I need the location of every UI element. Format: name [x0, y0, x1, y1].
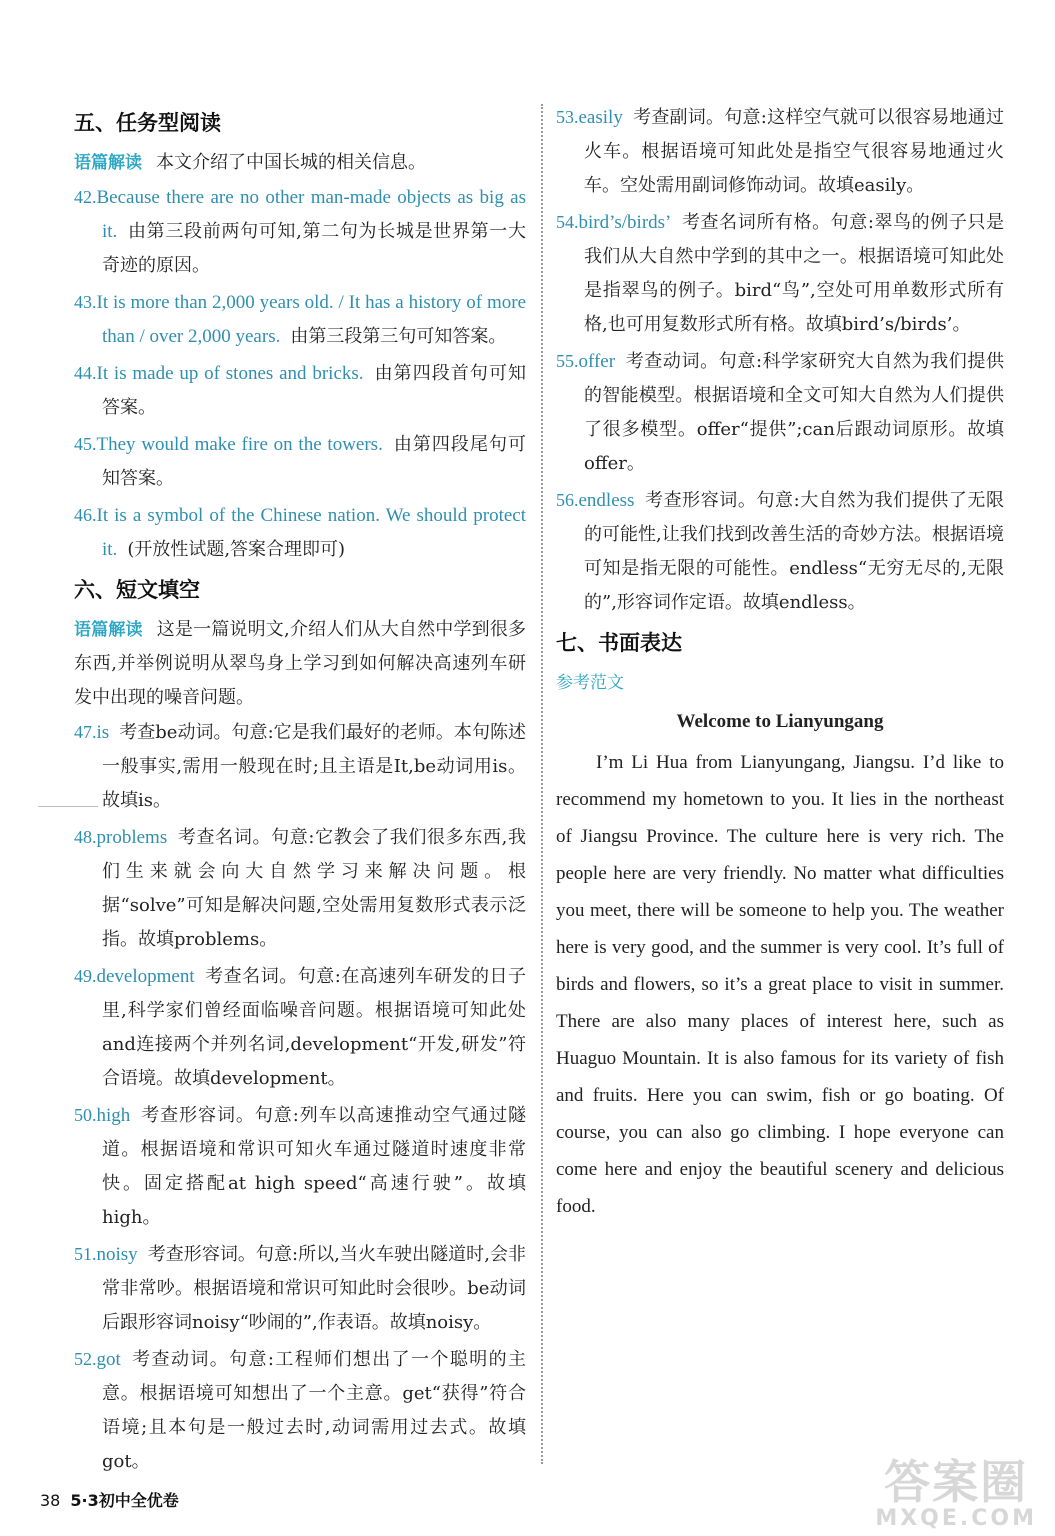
- item-explanation: (开放性试题,答案合理即可): [127, 539, 346, 560]
- item-answer: Because there are no other man-made objects as big as it.: [96, 187, 526, 242]
- item-explanation: 考查形容词。句意:大自然为我们提供了无限的可能性,让我们找到改善生活的奇妙方法。根据语境可知是指无限的可能性。endless“无穷无尽的,无限的”,形容词作定语。故填endless。: [584, 490, 1004, 613]
- item-explanation: 考查名词。句意:它教会了我们很多东西,我们生来就会向大自然学习来解决问题。根据“solve”可知是解决问题,空处需用复数形式表示泛指。故填problems。: [102, 827, 526, 950]
- item-number: 56.: [556, 490, 579, 510]
- answer-item: [556, 205, 1004, 342]
- reference-tag: 参考范文: [556, 673, 624, 693]
- analysis-text: 本文介绍了中国长城的相关信息。: [156, 152, 426, 173]
- page-footer: [40, 1488, 179, 1511]
- answer-item: [74, 427, 526, 496]
- analysis-6: [74, 613, 526, 715]
- answer-item: [74, 180, 526, 283]
- item-explanation: 考查名词所有格。句意:翠鸟的例子只是我们从大自然中学到的其中之一。根据语境可知此处是指翠鸟的例子。bird“鸟”,空处可用单数形式所有格,也可用复数形式所有格。故填bird’s/birds’。: [584, 212, 1004, 335]
- item-number: 46.: [74, 505, 97, 525]
- item-explanation: 由第四段尾句可知答案。: [102, 434, 527, 489]
- item-explanation: 由第三段前两句可知,第二句为长城是世界第一大奇迹的原因。: [102, 221, 526, 276]
- item-number: 47.: [74, 722, 97, 742]
- item-explanation: 考查副词。句意:这样空气就可以很容易地通过火车。根据语境可知此处是指空气很容易地通过火车。空处需用副词修饰动词。故填easily。: [584, 107, 1004, 196]
- watermark-logo: [875, 1455, 1037, 1532]
- item-answer: is: [96, 722, 110, 743]
- item-number: 53.: [556, 107, 579, 127]
- answer-item: [556, 344, 1004, 481]
- answer-item: [74, 959, 526, 1096]
- column-divider: [541, 104, 543, 1464]
- item-answer: development: [96, 966, 195, 987]
- answer-item: [74, 285, 526, 354]
- item-answer: They would make fire on the towers.: [96, 434, 383, 455]
- item-explanation: 考查动词。句意:工程师们想出了一个聪明的主意。根据语境可知想出了一个主意。get“获得”符合语境;且本句是一般过去时,动词需用过去式。故填got。: [102, 1349, 526, 1472]
- item-number: 45.: [74, 434, 97, 454]
- item-explanation: 考查be动词。句意:它是我们最好的老师。本句陈述一般事实,需用一般现在时;且主语是It,be动词用is。故填is。: [102, 722, 526, 811]
- item-answer: problems: [96, 827, 168, 848]
- answer-item: [74, 820, 526, 957]
- answer-item: [74, 498, 526, 567]
- answer-item: [74, 356, 526, 425]
- item-number: 48.: [74, 827, 97, 847]
- item-answer: It is more than 2,000 years old. / It has a history of more than / over 2,000 years.: [96, 292, 526, 347]
- section-title-7: 七、书面表达: [556, 631, 682, 655]
- answer-item: [556, 100, 1004, 203]
- item-answer: bird’s/birds’: [578, 212, 672, 233]
- answer-item: [74, 1342, 526, 1479]
- analysis-5: [74, 146, 526, 180]
- watermark-line1: 答案圈: [884, 1455, 1029, 1509]
- right-column: [556, 100, 1004, 1225]
- item-number: 55.: [556, 351, 579, 371]
- answer-item: [74, 715, 526, 818]
- section-title-6: 六、短文填空: [74, 578, 200, 602]
- item-answer: got: [96, 1349, 121, 1370]
- essay-body: I’m Li Hua from Lianyungang, Jiangsu. I’d like to recommend my hometown to you. It lies in the northeast of Jiangsu Province. The culture here is very rich. The people here are very friendly. No matter what difficulties you meet, there will be someone to help you. The weather here is very good, and the summer is very cool. It’s full of birds and flowers, so it’s a great place to visit in summer. There are also many places of interest here, such as Huaguo Mountain. It is also famous for its variety of fish and fruits. Here you can swim, fish or go boating. Of course, you can also go climbing. I hope everyone can come here and enjoy the beautiful scenery and delicious food.: [556, 752, 1004, 1217]
- answer-item: [556, 483, 1004, 620]
- analysis-text: 这是一篇说明文,介绍人们从大自然中学到很多东西,并举例说明从翠鸟身上学习到如何解决高速列车研发中出现的噪音问题。: [74, 619, 526, 708]
- item-answer: It is a symbol of the Chinese nation. We should protect it.: [96, 505, 526, 560]
- item-explanation: 由第三段第三句可知答案。: [290, 326, 507, 347]
- item-explanation: 考查形容词。句意:所以,当火车驶出隧道时,会非常非常吵。根据语境和常识可知此时会很吵。be动词后跟形容词noisy“吵闹的”,作表语。故填noisy。: [102, 1244, 526, 1333]
- answer-item: [74, 1237, 526, 1340]
- item-number: 54.: [556, 212, 579, 232]
- item-answer: easily: [578, 107, 623, 128]
- item-explanation: 考查名词。句意:在高速列车研发的日子里,科学家们曾经面临噪音问题。根据语境可知此处and连接两个并列名词,development“开发,研发”符合语境。故填development。: [102, 966, 526, 1089]
- section-title-5: 五、任务型阅读: [74, 111, 221, 135]
- item-answer: noisy: [96, 1244, 138, 1265]
- essay-title: Welcome to Lianyungang: [676, 711, 884, 732]
- item-answer: It is made up of stones and bricks.: [96, 363, 364, 384]
- item-number: 52.: [74, 1349, 97, 1369]
- item-number: 43.: [74, 292, 97, 312]
- item-number: 42.: [74, 187, 97, 207]
- page-number: 38: [40, 1491, 61, 1510]
- item-explanation: 考查动词。句意:科学家研究大自然为我们提供的智能模型。根据语境和全文可知大自然为人们提供了很多模型。offer“提供”;can后跟动词原形。故填offer。: [584, 351, 1004, 474]
- item-explanation: 考查形容词。句意:列车以高速推动空气通过隧道。根据语境和常识可知火车通过隧道时速度非常快。固定搭配at high speed“高速行驶”。故填high。: [102, 1105, 526, 1228]
- item-answer: endless: [578, 490, 635, 511]
- item-answer: high: [96, 1105, 131, 1126]
- item-answer: offer: [578, 351, 616, 372]
- item-number: 50.: [74, 1105, 97, 1125]
- item-number: 49.: [74, 966, 97, 986]
- analysis-tag: 语篇解读: [74, 620, 143, 640]
- watermark-line2: MXQE.COM: [875, 1506, 1037, 1531]
- left-column: [74, 100, 526, 1481]
- book-title: 5·3初中全优卷: [70, 1491, 179, 1510]
- analysis-tag: 语篇解读: [74, 153, 142, 173]
- item-explanation: 由第四段首句可知答案。: [102, 363, 526, 418]
- item-number: 51.: [74, 1244, 97, 1264]
- answer-item: [74, 1098, 526, 1235]
- item-number: 44.: [74, 363, 97, 383]
